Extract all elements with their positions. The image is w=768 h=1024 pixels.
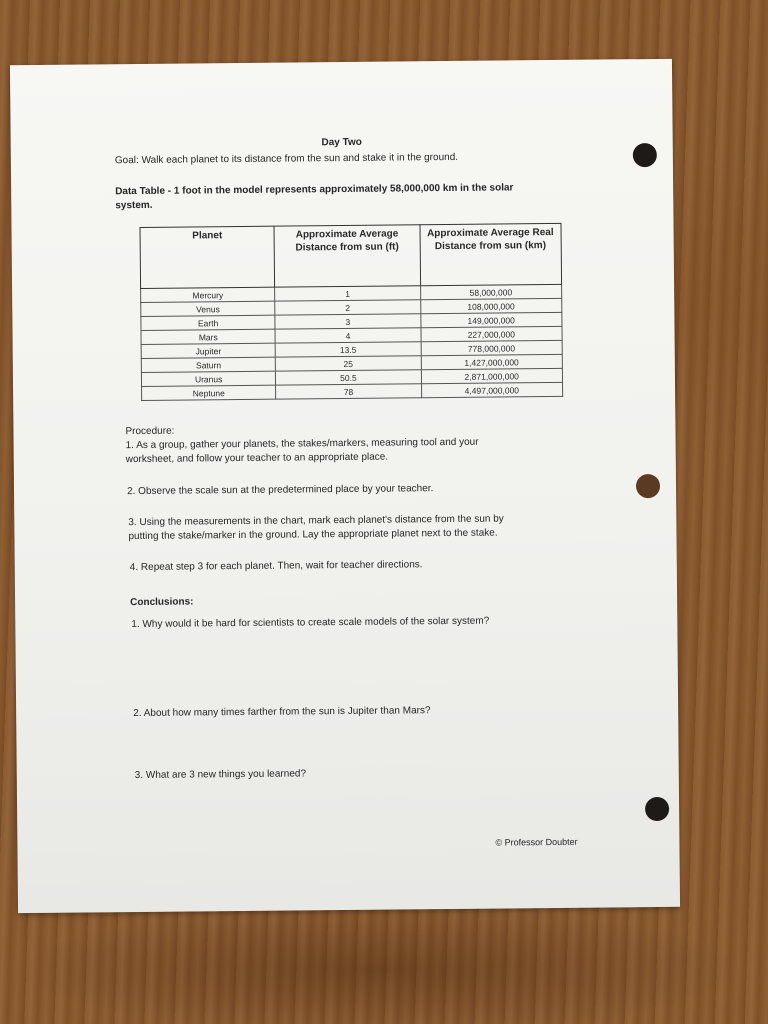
planet-cell: Neptune <box>142 385 276 400</box>
model-distance-cell: 25 <box>276 356 421 371</box>
punch-hole-bottom <box>645 797 669 821</box>
table-row <box>142 382 563 400</box>
model-distance-cell: 50.5 <box>276 370 421 385</box>
table-caption-line2: system. <box>115 199 153 212</box>
header-model-distance: Approximate Average Distance from sun (ft) <box>274 225 420 287</box>
real-distance-cell: 1,427,000,000 <box>421 354 563 369</box>
real-distance-cell: 227,000,000 <box>420 326 562 341</box>
header-real-distance: Approximate Average Real Distance from sun (km) <box>419 223 561 285</box>
model-distance-cell: 78 <box>276 384 421 399</box>
model-distance-cell: 1 <box>275 286 420 301</box>
conclusion-question-2: 2. About how many times farther from the sun is Jupiter than Mars? <box>133 705 431 720</box>
page-title: Day Two <box>321 136 362 149</box>
punch-hole-top <box>633 143 657 167</box>
procedure-heading: Procedure: <box>125 425 175 438</box>
model-distance-cell: 2 <box>275 300 420 315</box>
real-distance-cell: 58,000,000 <box>420 284 562 299</box>
table-caption-line1: Data Table - 1 foot in the model represents approximately 58,000,000 km in the solar <box>115 182 514 198</box>
planet-cell: Mars <box>141 329 275 344</box>
real-distance-cell: 108,000,000 <box>420 298 562 313</box>
procedure-step-1b: worksheet, and follow your teacher to an appropriate place. <box>125 451 389 466</box>
footer-credit: © Professor Doubter <box>495 836 578 848</box>
model-distance-cell: 4 <box>275 328 420 343</box>
real-distance-cell: 4,497,000,000 <box>421 382 563 397</box>
goal-text: Goal: Walk each planet to its distance from the sun and stake it in the ground. <box>114 151 459 167</box>
data-table <box>140 223 564 401</box>
worksheet-paper <box>10 59 680 913</box>
planet-cell: Venus <box>141 301 275 316</box>
planet-cell: Saturn <box>141 357 275 372</box>
header-planet: Planet <box>140 226 275 288</box>
conclusion-question-1: 1. Why would it be hard for scientists to create scale models of the solar system? <box>131 615 490 631</box>
planet-cell: Jupiter <box>141 343 275 358</box>
procedure-step-3a: 3. Using the measurements in the chart, mark each planet's distance from the sun by <box>128 513 504 529</box>
model-distance-cell: 3 <box>275 314 420 329</box>
real-distance-cell: 2,871,000,000 <box>421 368 563 383</box>
conclusions-heading: Conclusions: <box>130 596 194 609</box>
planet-cell: Uranus <box>141 371 275 386</box>
model-distance-cell: 13.5 <box>275 342 420 357</box>
procedure-step-3b: putting the stake/marker in the ground. Lay the appropriate planet next to the stake. <box>128 527 498 543</box>
conclusion-question-3: 3. What are 3 new things you learned? <box>134 768 307 782</box>
punch-hole-middle <box>636 474 660 498</box>
real-distance-cell: 149,000,000 <box>420 312 562 327</box>
real-distance-cell: 778,000,000 <box>421 340 563 355</box>
table-header-row <box>140 223 562 288</box>
procedure-step-2: 2. Observe the scale sun at the predetermined place by your teacher. <box>126 483 434 498</box>
planet-cell: Mercury <box>141 287 275 302</box>
procedure-step-1a: 1. As a group, gather your planets, the stakes/markers, measuring tool and your <box>125 436 479 452</box>
planet-cell: Earth <box>141 315 275 330</box>
procedure-step-4: 4. Repeat step 3 for each planet. Then, wait for teacher directions. <box>129 559 423 574</box>
